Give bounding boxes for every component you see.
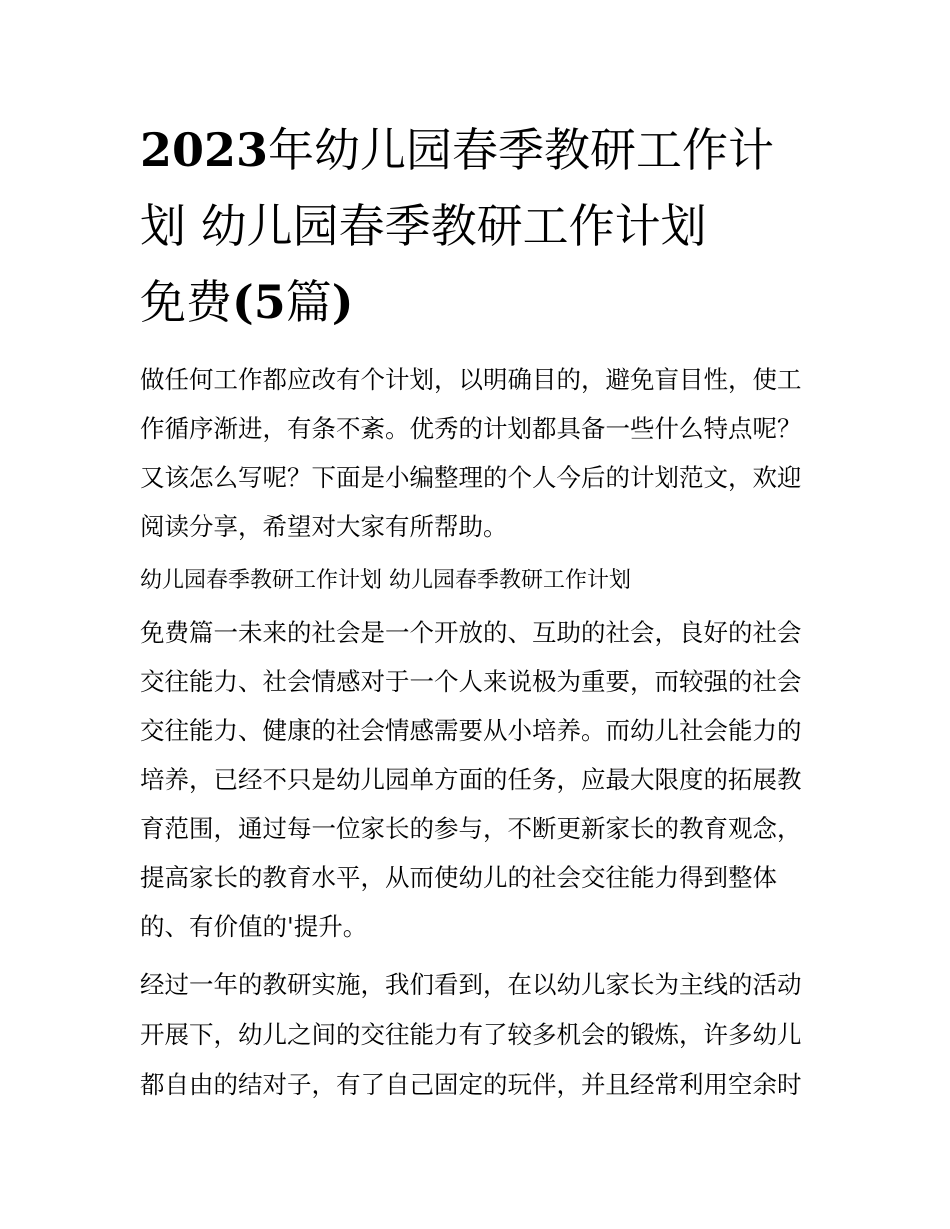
title-line3-d: ) bbox=[331, 275, 354, 329]
body-line: 免费篇一未来的社会是一个开放的、互助的社会，良好的社会 bbox=[140, 618, 802, 647]
body-line: 做任何工作都应改有个计划，以明确目的，避免盲目性，使工 bbox=[140, 365, 802, 394]
body-line: 又该怎么写呢？下面是小编整理的个人今后的计划范文，欢迎 bbox=[140, 463, 802, 492]
title-line3-b: (5 bbox=[232, 275, 286, 329]
title-line3-a: 免费 bbox=[140, 275, 232, 329]
body-line: 经过一年的教研实施，我们看到，在以幼儿家长为主线的活动 bbox=[140, 970, 802, 999]
body-line: 提高家长的教育水平，从而使幼儿的社会交往能力得到整体 bbox=[140, 863, 777, 892]
title-line1-text: 年幼儿园春季教研工作计 bbox=[268, 123, 775, 177]
body-line: 开展下，幼儿之间的交往能力有了较多机会的锻炼，许多幼儿 bbox=[140, 1020, 802, 1049]
body-line: 都自由的结对子，有了自己固定的玩伴，并且经常利用空余时 bbox=[140, 1070, 802, 1099]
body-line: 交往能力、健康的社会情感需要从小培养。而幼儿社会能力的 bbox=[140, 716, 802, 745]
title-line2: 划 幼儿园春季教研工作计划 bbox=[140, 199, 707, 253]
body-line: 的、有价值的'提升。 bbox=[140, 912, 368, 941]
section-heading: 幼儿园春季教研工作计划 幼儿园春季教研工作计划 bbox=[140, 568, 631, 593]
body-line: 培养，已经不只是幼儿园单方面的任务，应最大限度的拓展教 bbox=[140, 765, 802, 794]
title-year: 2023 bbox=[140, 123, 269, 177]
body-line: 育范围，通过每一位家长的参与，不断更新家长的教育观念， bbox=[140, 814, 802, 843]
body-line: 交往能力、社会情感对于一个人来说极为重要，而较强的社会 bbox=[140, 667, 802, 696]
title-line3-c: 篇 bbox=[285, 275, 332, 329]
document-title bbox=[140, 112, 820, 340]
body-line: 阅读分享，希望对大家有所帮助。 bbox=[140, 512, 508, 541]
body-line: 作循序渐进，有条不紊。优秀的计划都具备一些什么特点呢？ bbox=[140, 414, 802, 443]
